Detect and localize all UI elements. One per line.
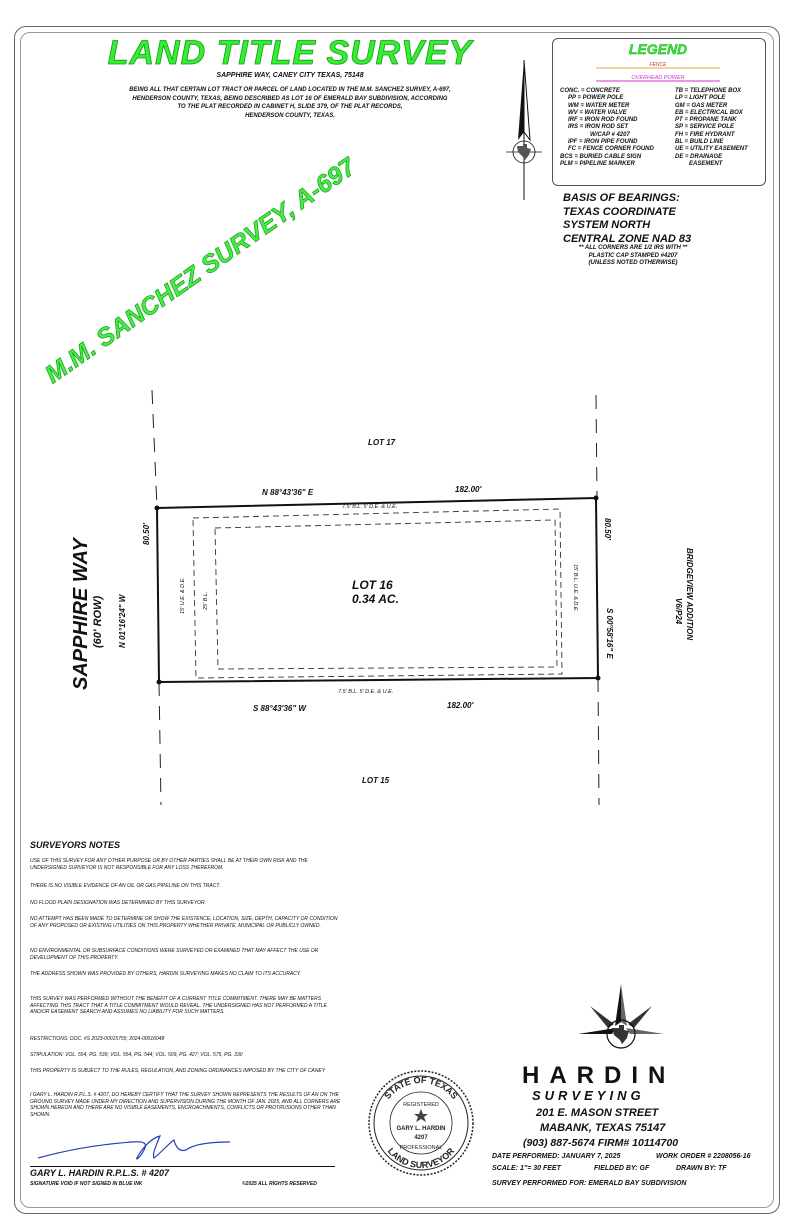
note-item: I GARY L. HARDIN R.P.L.S. # 4207, DO HEREBY CERTIFY THAT THE SURVEY SHOWN REPRESENTS THE RESULTS OF AN ON THE GROUND SURVEY MADE UNDER MY DIRECTION AND SUPERVISION DURING THE MONTH OF JAN. 2025, AND ALL CORNERS ARE SHOWN HEREON AND THERE ARE NO VISIBLE EASEMENTS, ENCROACHMENTS, CONFLICTS OR PROTRUSIONS OTHER THAN SHOWN. [30, 1092, 341, 1118]
north-distance: 182.00' [455, 485, 482, 494]
legend-item: W/CAP # 4207 [590, 131, 630, 138]
west-bearing: N 01°16'24" W [118, 594, 127, 648]
east-easement-label: 15' B.L. U.E. & D.E. [572, 564, 578, 613]
note-item: NO ENVIRONMENTAL OR SUBSURFACE CONDITIONS WERE SURVEYED OR EXAMINED THAT MAY AFFECT THE USE OR DEVELOPMENT OF THIS PROPERTY. [30, 948, 319, 961]
legend-item: EASEMENT [689, 160, 723, 167]
legend-item: BL = BUILD LINE [675, 139, 724, 146]
legal-description [100, 86, 480, 120]
fielded-by: FIELDED BY: GF [594, 1165, 650, 1172]
star-icon [414, 1109, 428, 1122]
seal-state: STATE OF TEXAS [382, 1074, 460, 1101]
street-row: (60' ROW) [92, 595, 104, 648]
corner-marker [155, 506, 160, 511]
legend-item: EB = ELECTRICAL BOX [675, 109, 743, 116]
basis-line: BASIS OF BEARINGS: [563, 192, 680, 204]
lot-15-label: LOT 15 [362, 776, 390, 785]
legend-item: FH = FIRE HYDRANT [675, 131, 735, 138]
legend-item: UE = UTILITY EASEMENT [675, 146, 748, 153]
legend-item: BCS = BURIED CABLE SIGN [560, 153, 642, 160]
compass-logo-icon [568, 984, 674, 1066]
note-item: USE OF THIS SURVEY FOR ANY OTHER PURPOSE OR BY OTHER PARTIES SHALL BE AT THEIR OWN RISK AND THE UNDERSIGNED SURVEYOR IS NOT RESPONSIBLE FOR ANY LOSS THEREFROM. [30, 858, 308, 871]
seal-name: GARY L. HARDIN [396, 1126, 446, 1132]
addition-reference: V6/P24 [674, 598, 683, 625]
note-item: NO ATTEMPT HAS BEEN MADE TO DETERMINE OR SHOW THE EXISTENCE, LOCATION, SIZE, DEPTH, CAPACITY OR CONDITION OF ANY PROPOSED OR EXISTING UTILITIES ON THIS PROPERTY WHETHER PRIVATE, MUNICIPAL OR PUBLICLY OWNED. [30, 916, 338, 929]
legend-fence-label: FENCE [649, 62, 667, 68]
basis-line: CENTRAL ZONE NAD 83 [563, 232, 692, 245]
east-distance: 80.50' [603, 518, 612, 540]
basis-line: SYSTEM NORTH [563, 219, 651, 231]
south-easement-label: 7.5' B.L. 5' D.E. & U.E. [338, 689, 394, 695]
street-name: SAPPHIRE WAY [70, 538, 92, 690]
survey-name: M.M. SANCHEZ SURVEY, A-697 [40, 152, 361, 389]
legend-item: IRS = IRON ROD SET [568, 124, 629, 131]
note-item: THIS PROPERTY IS SUBJECT TO THE RULES, REGULATION, AND ZONING ORDINANCES IMPOSED BY THE CITY OF CANEY [30, 1068, 326, 1074]
note-item: NO FLOOD PLAIN DESIGNATION WAS DETERMINED BY THIS SURVEYOR. [30, 900, 207, 906]
seal-registered: REGISTERED [403, 1102, 439, 1108]
performed-for: SURVEY PERFORMED FOR: EMERALD BAY SUBDIVISION [492, 1180, 687, 1187]
lot-area: 0.34 AC. [352, 592, 399, 606]
legend-item: TB = TELEPHONE BOX [675, 88, 742, 94]
drawn-by: DRAWN BY: TF [676, 1165, 727, 1172]
description-line: HENDERSON COUNTY, TEXAS. [245, 112, 335, 119]
north-easement-label: 7.5' B.L. 5' D.E. & U.E. [342, 504, 398, 510]
company-address-street: 201 E. MASON STREET [536, 1107, 659, 1119]
note-item: STIPULATION: VOL. 554, PG. 539; VOL. 554, PG. 544; VOL. 509, PG. 427; VOL. 575, PG. 330 [30, 1052, 243, 1058]
corner-marker [157, 680, 162, 685]
legend-right-column [675, 88, 748, 168]
corner-note-line: ** ALL CORNERS ARE 1/2 IRS WITH ** [578, 245, 688, 251]
north-bearing: N 88°43'36" E [262, 488, 314, 497]
legend-item: PP = POWER POLE [568, 95, 624, 102]
basis-of-bearings [563, 192, 691, 246]
corner-marker [596, 676, 601, 681]
legend-item: SP = SERVICE POLE [675, 124, 734, 131]
east-bearing: S 00°58'16" E [605, 608, 614, 659]
legend-item: IPF = IRON PIPE FOUND [568, 139, 638, 146]
west-ue-label: 15' U.E. & D.E. [180, 577, 186, 614]
survey-title: LAND TITLE SURVEY [107, 34, 473, 72]
signature-line [30, 1166, 335, 1167]
copyright-notice: ©2025 ALL RIGHTS RESERVED [242, 1181, 317, 1187]
company-address-city: MABANK, TEXAS 75147 [540, 1122, 666, 1134]
note-item: RESTRICTIONS: DOC. #S 2023-00015755; 2024-00016048 [30, 1036, 165, 1042]
south-distance: 182.00' [447, 701, 474, 710]
legend-item: WM = WATER METER [568, 102, 630, 109]
legend-item: WV = WATER VALVE [568, 109, 627, 116]
description-line: BEING ALL THAT CERTAIN LOT TRACT OR PARCEL OF LAND LOCATED IN THE M.M. SANCHEZ SURVEY, A-697, [129, 87, 451, 93]
basis-line: TEXAS COORDINATE [563, 205, 676, 218]
west-bl-label: 25' B.L. [203, 591, 209, 610]
legend-item: DE = DRAINAGE [675, 153, 723, 160]
seal-land-surveyor: LAND SURVEYOR [385, 1145, 457, 1171]
legend-item: LP = LIGHT POLE [675, 95, 726, 102]
lot-16-label: LOT 16 [352, 578, 393, 592]
corner-note-line: PLASTIC CAP STAMPED #4207 [588, 252, 678, 259]
corner-note-line: (UNLESS NOTED OTHERWISE) [588, 260, 678, 266]
scale: SCALE: 1"= 30 FEET [492, 1165, 561, 1172]
company-subtitle: SURVEYING [532, 1088, 645, 1103]
lot-17-label: LOT 17 [368, 438, 396, 447]
legend-item: CONC. = CONCRETE [560, 88, 620, 94]
note-item: THERE IS NO VISIBLE EVIDENCE OF AN OIL OR GAS PIPELINE ON THIS TRACT. [30, 883, 221, 889]
legend-left-column [560, 88, 654, 168]
corner-note [563, 245, 703, 268]
legend-power-label: OVERHEAD POWER [631, 75, 685, 81]
notes-title: SURVEYORS NOTES [30, 840, 121, 850]
company-phone: (903) 887-5674 FIRM# 10114700 [523, 1137, 679, 1149]
surveyor-seal [366, 1068, 476, 1178]
legend-item: PT = PROPANE TANK [675, 117, 737, 124]
legend-item: GM = GAS METER [675, 102, 728, 109]
legend-item: FC = FENCE CORNER FOUND [568, 146, 654, 153]
description-line: TO THE PLAT RECORDED IN CABINET H, SLIDE 379, OF THE PLAT RECORDS, [177, 104, 403, 110]
north-arrow-icon [496, 60, 552, 205]
signature-image [34, 1130, 294, 1166]
date-performed: DATE PERFORMED: JANUARY 7, 2025 [492, 1153, 621, 1160]
work-order: WORK ORDER # 2208056-16 [656, 1153, 751, 1160]
signature-void-note: SIGNATURE VOID IF NOT SIGNED IN BLUE INK [30, 1181, 143, 1187]
company-name: HARDIN [522, 1062, 676, 1089]
corner-marker [594, 496, 599, 501]
note-item: THE ADDRESS SHOWN WAS PROVIDED BY OTHERS, HARDIN SURVEYING MAKES NO CLAIM TO ITS ACCURACY. [30, 971, 302, 977]
seal-number: 4207 [414, 1135, 428, 1141]
south-bearing: S 88°43'36" W [253, 704, 306, 713]
legend-item: IRF = IRON ROD FOUND [568, 117, 638, 124]
note-item: THIS SURVEY WAS PERFORMED WITHOUT THE BENEFIT OF A CURRENT TITLE COMMITMENT. THERE MAY BE MATTERS AFFECTING THIS TRACT THAT A TITLE COMMITMENT WOULD REVEAL. THE UNDERSIGNED HAS NOT PERFORMED A TITLE AND/OR EASEMENT SEARCH AND ASSUMES NO LIABILITY FOR SUCH MATTERS. [30, 996, 327, 1016]
property-address: SAPPHIRE WAY, CANEY CITY TEXAS, 75148 [216, 72, 364, 79]
west-distance: 80.50' [142, 523, 151, 545]
signer-name: GARY L. HARDIN R.P.L.S. # 4207 [30, 1168, 170, 1178]
seal-professional: PROFESSIONAL [399, 1145, 443, 1151]
addition-name: BRIDGEVIEW ADDITION [685, 548, 694, 641]
legend-item: PLM = PIPELINE MARKER [560, 160, 635, 167]
description-line: HENDERSON COUNTY, TEXAS, BEING DESCRIBED AS LOT 16 OF EMERALD BAY SUBDIVISION, ACCORDING [132, 95, 448, 102]
legend-title: LEGEND [628, 41, 688, 57]
